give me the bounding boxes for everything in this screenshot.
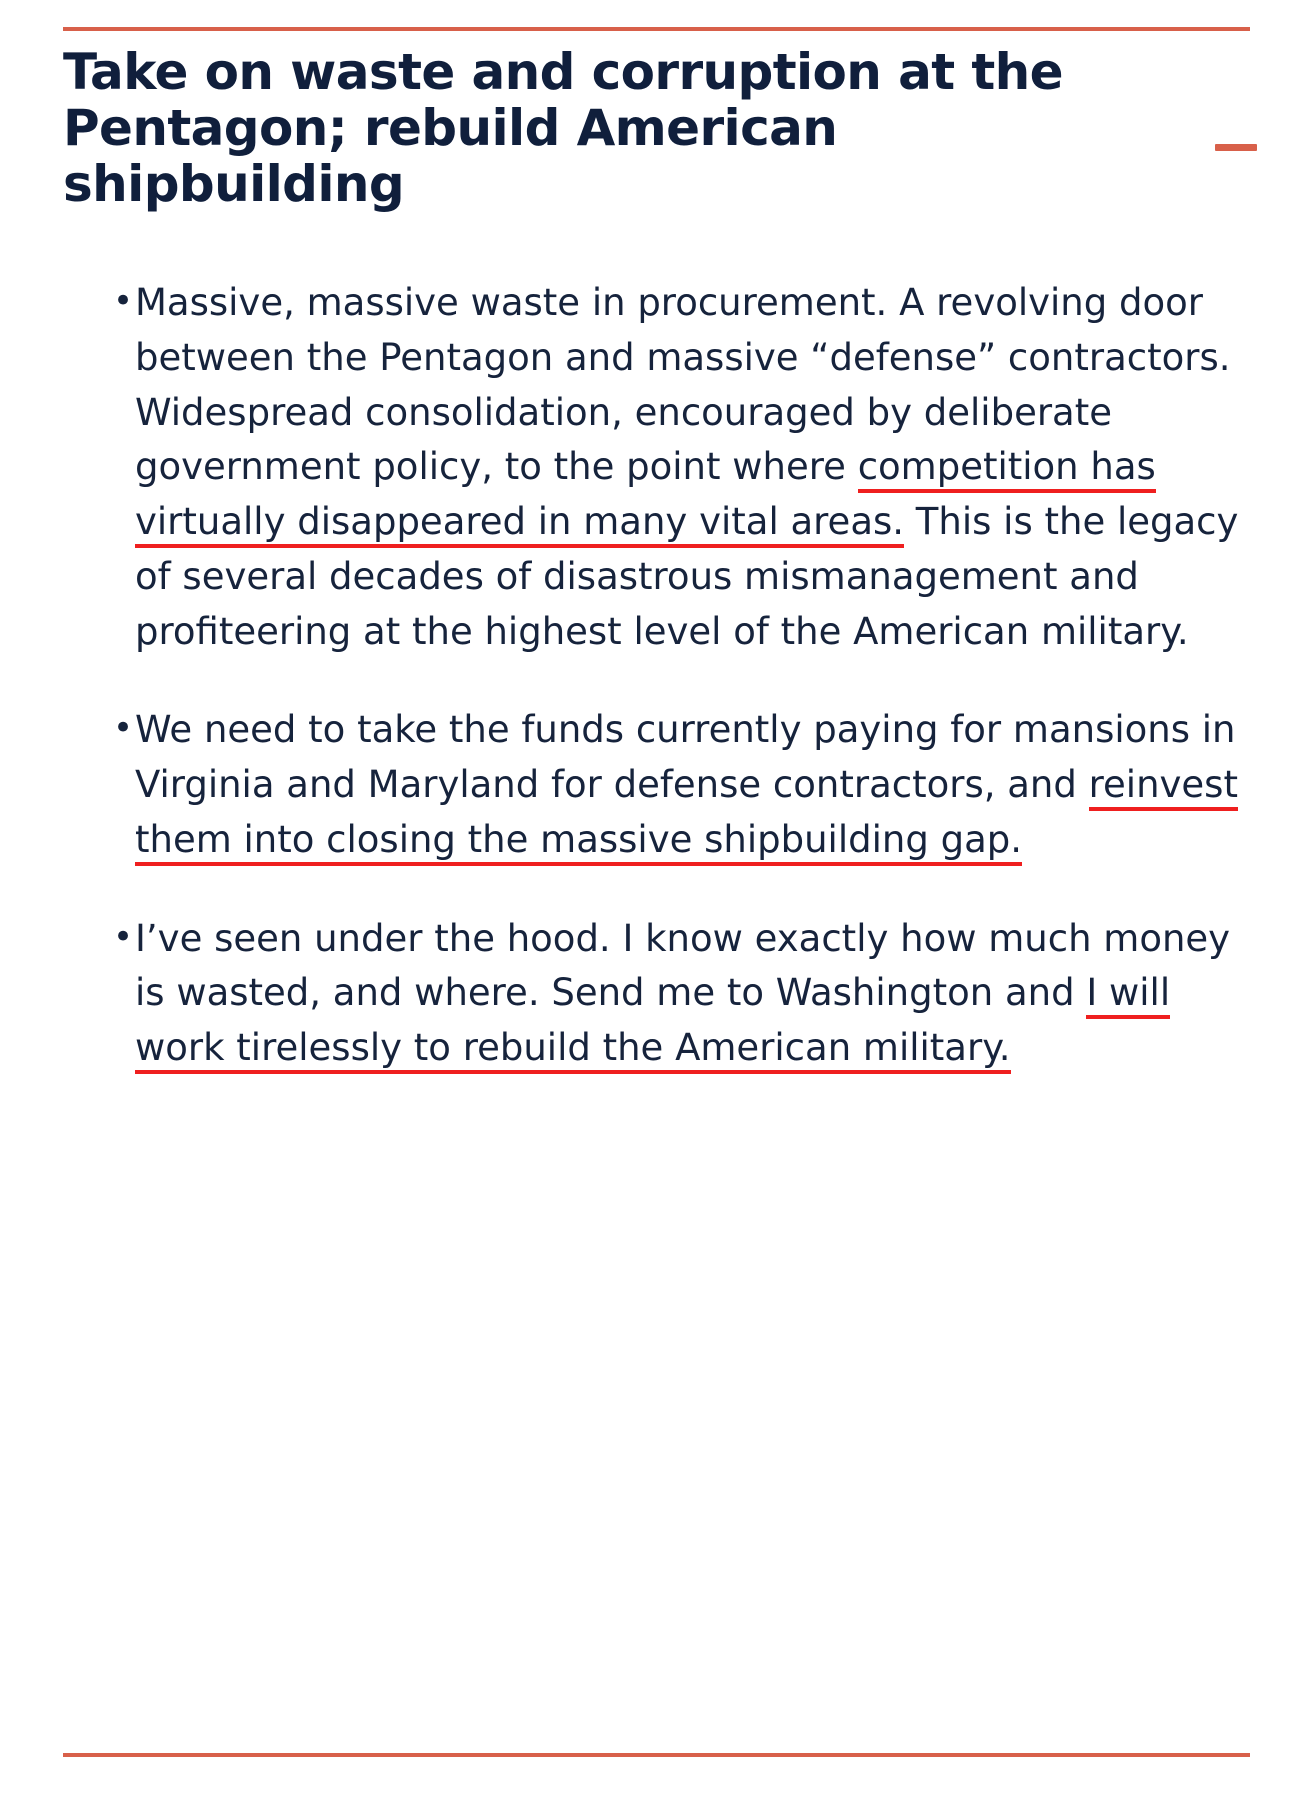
plain-text: I’ve seen under the hood. I know exactly how much money is wasted, and where. Send me to Washington and (135, 916, 1231, 1015)
list-item-text (135, 917, 1230, 1075)
highlighted-text: reinvest them into closing the massive shipbuilding gap. (135, 763, 1238, 866)
page-title: Take on waste and corruption at the Pentagon; rebuild American shipbuilding (63, 43, 1063, 213)
collapse-toggle-icon[interactable] (1215, 144, 1257, 151)
bullet-list (63, 276, 1250, 1076)
plain-text: Massive, massive waste in procurement. A revolving door between the Pentagon and massive “defense” contractors. Widespread consolidation, encouraged by deliberate government policy, to the point where (135, 281, 1231, 489)
list-item (63, 703, 1250, 867)
bottom-divider (63, 1753, 1250, 1757)
highlighted-text: I will work tirelessly to rebuild the American military. (135, 971, 1170, 1074)
bullet-marker: • (112, 281, 133, 321)
bullet-marker: • (112, 708, 133, 749)
plain-text: We need to take the funds currently paying for mansions in Virginia and Maryland for defense contractors, and (135, 708, 1236, 806)
list-item-text (135, 281, 1238, 653)
list-item (63, 912, 1250, 1076)
list-item-text (135, 708, 1238, 866)
bullet-marker: • (112, 916, 133, 957)
highlighted-text: competition has virtually disappeared in many vital areas. (135, 445, 1156, 548)
plain-text: This is the legacy of several decades of disastrous mismanagement and profiteering at the highest level of the American military. (135, 500, 1239, 653)
list-item (63, 276, 1250, 659)
top-divider (63, 27, 1250, 31)
